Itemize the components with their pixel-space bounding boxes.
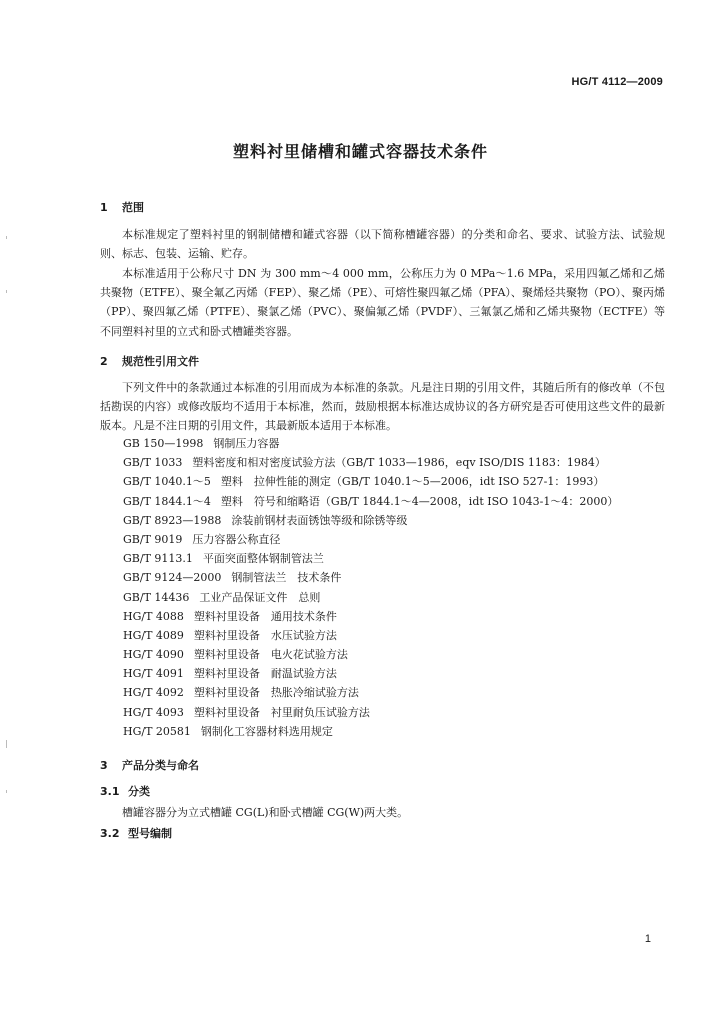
reference-code: GB 150—1998 xyxy=(123,437,204,450)
reference-title: 塑料密度和相对密度试验方法（GB/T 1033—1986，eqv ISO/DIS 1183：1984） xyxy=(192,456,606,470)
reference-item xyxy=(123,722,663,741)
reference-item xyxy=(123,645,663,664)
section-number: 2 xyxy=(100,355,108,368)
reference-title: 钢制化工容器材料选用规定 xyxy=(200,724,333,738)
reference-title: 塑料 拉伸性能的测定（GB/T 1040.1～5—2006，idt ISO 527-1：1993） xyxy=(220,475,605,489)
binding-mark xyxy=(6,790,7,793)
paragraph: 本标准适用于公称尺寸 DN 为 300 mm～4 000 mm，公称压力为 0 MPa～1.6 MPa，采用四氟乙烯和乙烯共聚物（ETFE）、聚全氟乙丙烯（FEP）、聚乙烯（PE）、可熔性聚四氟乙烯（PFA）、聚烯烃共聚物（PO）、聚丙烯（PP）、聚四氟乙烯（PTFE）、聚氯乙烯（PVC）、聚偏氟乙烯（PVDF）、三氟氯乙烯和乙烯共聚物（ECTFE）等不同塑料衬里的立式和卧式槽罐类容器。 xyxy=(100,267,665,338)
reference-list xyxy=(123,434,663,741)
section-title: 产品分类与命名 xyxy=(122,759,199,772)
section-heading-classification xyxy=(100,757,199,773)
reference-title: 钢制管法兰 技术条件 xyxy=(231,571,342,585)
reference-item xyxy=(123,683,663,702)
reference-code: GB/T 9124—2000 xyxy=(123,571,222,585)
section-number: 1 xyxy=(100,201,108,214)
reference-code: HG/T 4092 xyxy=(123,686,184,700)
reference-code: GB/T 9019 xyxy=(123,532,183,546)
reference-title: 压力容器公称直径 xyxy=(192,532,281,546)
reference-title: 工业产品保证文件 总则 xyxy=(199,590,321,604)
page-number: 1 xyxy=(644,933,651,945)
reference-title: 塑料衬里设备 热胀冷缩试验方法 xyxy=(193,686,359,700)
reference-item xyxy=(123,530,663,549)
paragraph: 槽罐容器分为立式槽罐 CG(L)和卧式槽罐 CG(W)两大类。 xyxy=(122,806,409,819)
paragraph: 下列文件中的条款通过本标准的引用而成为本标准的条款。凡是注日期的引用文件，其随后所有的修改单（不包括勘误的内容）或修改版均不适用于本标准，然而，鼓励根据本标准达成协议的各方研究是否可使用这些文件的最新版本。凡是不注日期的引用文件，其最新版本适用于本标准。 xyxy=(100,381,665,433)
subsection-heading-model-numbering xyxy=(100,825,172,841)
reference-item xyxy=(123,453,663,472)
subsection-number: 3.1 xyxy=(100,785,120,798)
reference-code: HG/T 20581 xyxy=(123,724,191,738)
reference-title: 塑料衬里设备 通用技术条件 xyxy=(193,609,337,623)
reference-title: 塑料衬里设备 耐温试验方法 xyxy=(193,667,337,681)
reference-item xyxy=(123,549,663,568)
reference-code: GB/T 14436 xyxy=(123,590,190,604)
reference-code: GB/T 1040.1～5 xyxy=(123,475,211,489)
reference-title: 钢制压力容器 xyxy=(213,437,280,450)
reference-code: HG/T 4090 xyxy=(123,648,184,662)
reference-item xyxy=(123,434,663,453)
reference-title: 塑料衬里设备 电火花试验方法 xyxy=(193,648,348,662)
reference-item xyxy=(123,568,663,587)
binding-mark xyxy=(6,236,7,239)
subsection-number: 3.2 xyxy=(100,827,120,840)
reference-code: HG/T 4089 xyxy=(123,628,184,642)
reference-title: 塑料 符号和缩略语（GB/T 1844.1～4—2008，idt ISO 1043-1～4：2000） xyxy=(220,494,619,508)
section-heading-normative-references xyxy=(100,353,199,369)
reference-title: 塑料衬里设备 水压试验方法 xyxy=(193,628,337,642)
section-title: 规范性引用文件 xyxy=(122,355,199,368)
reference-code: GB/T 9113.1 xyxy=(123,552,193,566)
reference-title: 塑料衬里设备 衬里耐负压试验方法 xyxy=(193,705,370,719)
binding-mark xyxy=(6,290,7,293)
section-title: 范围 xyxy=(122,201,144,214)
reference-item xyxy=(123,492,663,511)
reference-item xyxy=(123,607,663,626)
reference-code: GB/T 8923—1988 xyxy=(123,513,222,527)
section-heading-scope xyxy=(100,199,144,215)
binding-mark xyxy=(6,740,7,748)
subsection-title: 分类 xyxy=(128,785,150,798)
reference-title: 涂装前钢材表面锈蚀等级和除锈等级 xyxy=(231,513,408,527)
standard-code: HG/T 4112—2009 xyxy=(571,76,663,88)
reference-code: GB/T 1033 xyxy=(123,456,183,470)
reference-code: HG/T 4091 xyxy=(123,667,184,681)
reference-code: HG/T 4088 xyxy=(123,609,184,623)
subsection-title: 型号编制 xyxy=(128,827,172,840)
reference-code: HG/T 4093 xyxy=(123,705,184,719)
reference-item xyxy=(123,588,663,607)
paragraph: 本标准规定了塑料衬里的钢制储槽和罐式容器（以下简称槽罐容器）的分类和命名、要求、试验方法、试验规则、标志、包装、运输、贮存。 xyxy=(100,228,665,261)
reference-item xyxy=(123,626,663,645)
reference-item xyxy=(123,511,663,530)
reference-item xyxy=(123,703,663,722)
reference-title: 平面突面整体钢制管法兰 xyxy=(202,552,324,566)
section-number: 3 xyxy=(100,759,108,772)
document-title: 塑料衬里储槽和罐式容器技术条件 xyxy=(232,142,488,161)
reference-item xyxy=(123,664,663,683)
reference-item xyxy=(123,472,663,491)
subsection-heading-classification xyxy=(100,783,150,799)
reference-code: GB/T 1844.1～4 xyxy=(123,494,211,508)
